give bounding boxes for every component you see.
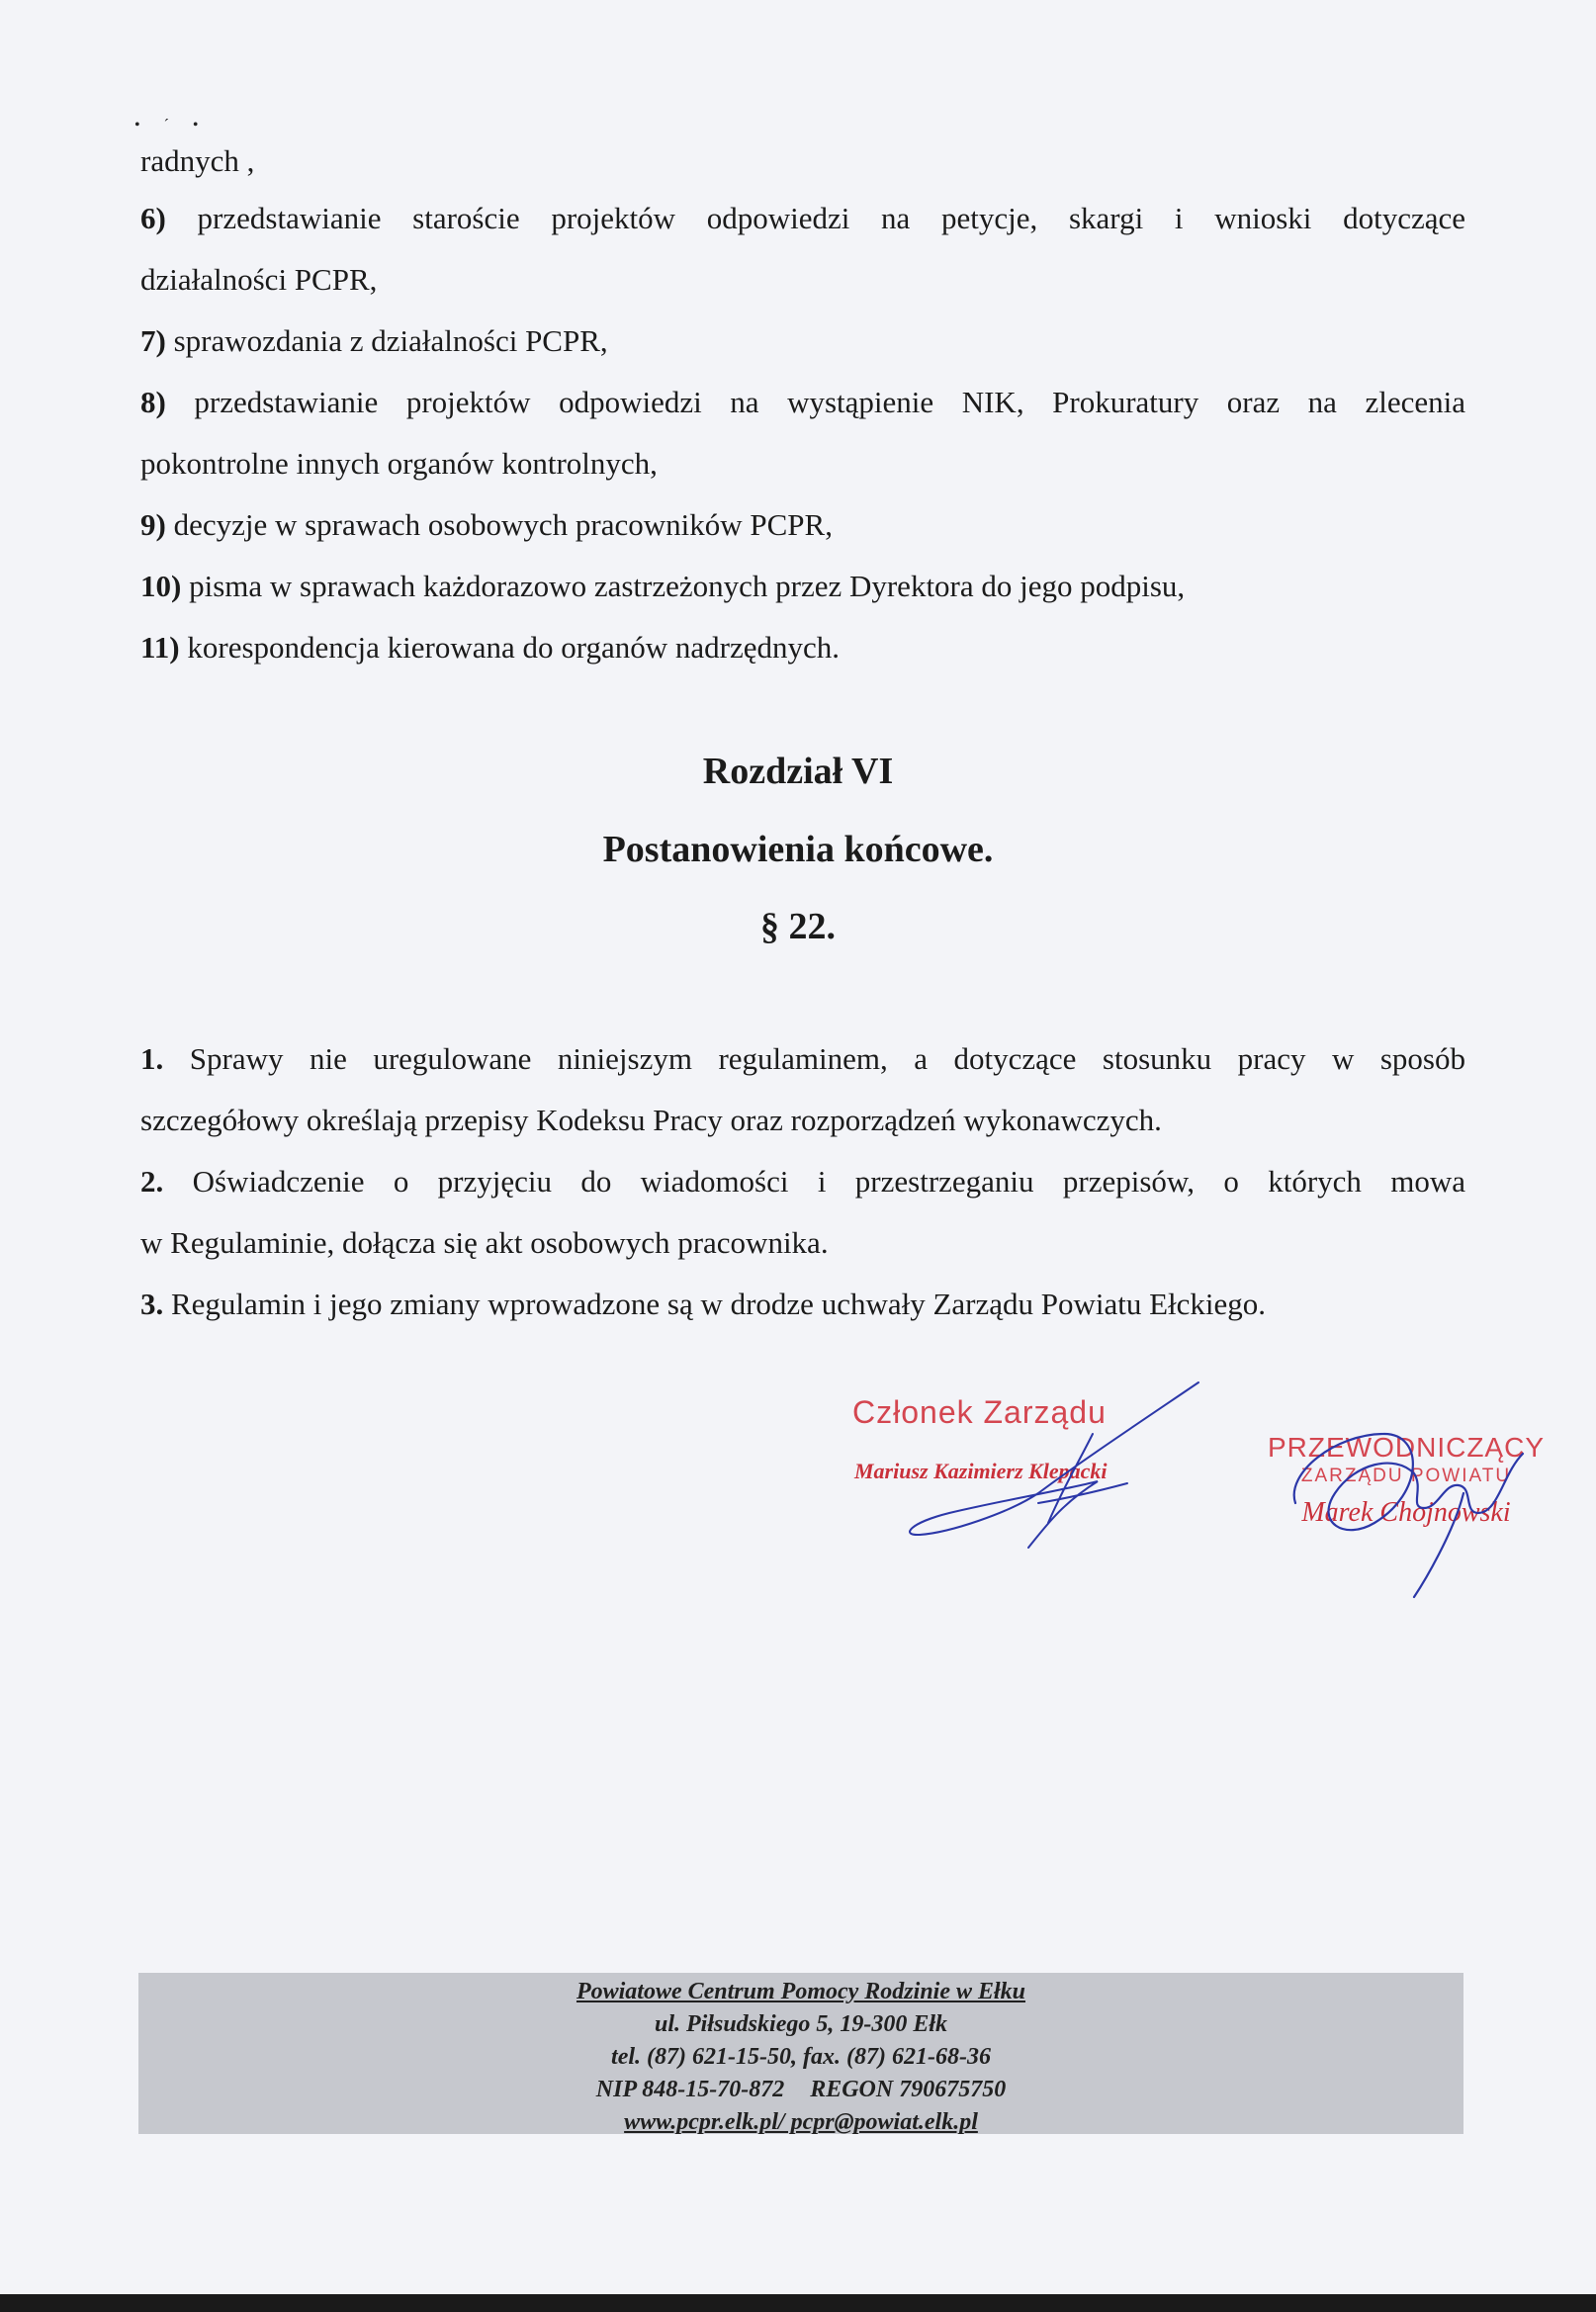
authority-list (140, 188, 1465, 678)
list-item: 6) przedstawianie staroście projektów odpowiedzi na petycje, skargi i wnioski dotyczące (140, 201, 1466, 235)
footer-address: ul. Piłsudskiego 5, 19-300 Ełk (654, 2011, 948, 2037)
scan-specks: • ˊ • (134, 117, 209, 133)
footer-contact-box (138, 1973, 1463, 2134)
stamp-role: Członek Zarządu (852, 1394, 1107, 1430)
provision-continuation: szczegółowy określają przepisy Kodeksu Pracy oraz rozporządzeń wykonawczych. (140, 1103, 1162, 1137)
list-item: 10) pisma w sprawach każdorazowo zastrzeżonych przez Dyrektora do jego podpisu, (140, 569, 1186, 603)
list-item-continuation: działalności PCPR, (140, 262, 378, 297)
footer-regon: REGON 790675750 (810, 2077, 1007, 2102)
board-member-stamp (852, 1394, 1208, 1484)
list-item: 11) korespondencja kierowana do organów nadrzędnych. (140, 630, 841, 665)
list-item-continuation: pokontrolne innych organów kontrolnych, (140, 446, 658, 481)
list-item: 9) decyzje w sprawach osobowych pracowników PCPR, (140, 507, 833, 542)
chairman-stamp (1248, 1432, 1564, 1529)
footer-registration (138, 2074, 1463, 2106)
intro-line: radnych , (140, 143, 255, 178)
final-provisions (140, 1028, 1465, 1335)
stamp-name: Marek Chojnowski (1301, 1497, 1511, 1528)
stamp-name: Mariusz Kazimierz Klepacki (854, 1459, 1108, 1483)
list-item: 8) przedstawianie projektów odpowiedzi na wystąpienie NIK, Prokuratury oraz na zlecenia (140, 385, 1465, 419)
provision-item: 3. Regulamin i jego zmiany wprowadzone są w drodze uchwały Zarządu Powiatu Ełckiego. (140, 1287, 1267, 1321)
list-item: 7) sprawozdania z działalności PCPR, (140, 323, 608, 358)
footer-organization: Powiatowe Centrum Pomocy Rodzinie w Ełku (576, 1979, 1026, 2004)
provision-continuation: w Regulaminie, dołącza się akt osobowych pracownika. (140, 1225, 829, 1260)
stamp-role: PRZEWODNICZĄCY (1268, 1432, 1545, 1463)
stamp-subtitle: ZARZĄDU POWIATU (1300, 1466, 1512, 1486)
footer-nip: NIP 848-15-70-872 (595, 2077, 785, 2102)
footer-phone: tel. (87) 621-15-50, fax. (87) 621-68-36 (611, 2044, 991, 2070)
provision-item: 2. Oświadczenie o przyjęciu do wiadomości i przestrzeganiu przepisów, o których mowa (140, 1164, 1466, 1199)
chapter-heading: Rozdział VI (702, 751, 894, 792)
provision-item: 1. Sprawy nie uregulowane niniejszym regulaminem, a dotyczące stosunku pracy w sposób (140, 1041, 1465, 1076)
paragraph-number: § 22. (760, 906, 836, 947)
footer-web-link[interactable]: www.pcpr.elk.pl/ pcpr@powiat.elk.pl (624, 2109, 978, 2135)
scan-bottom-edge (0, 2294, 1596, 2312)
chapter-title: Postanowienia końcowe. (602, 829, 994, 870)
